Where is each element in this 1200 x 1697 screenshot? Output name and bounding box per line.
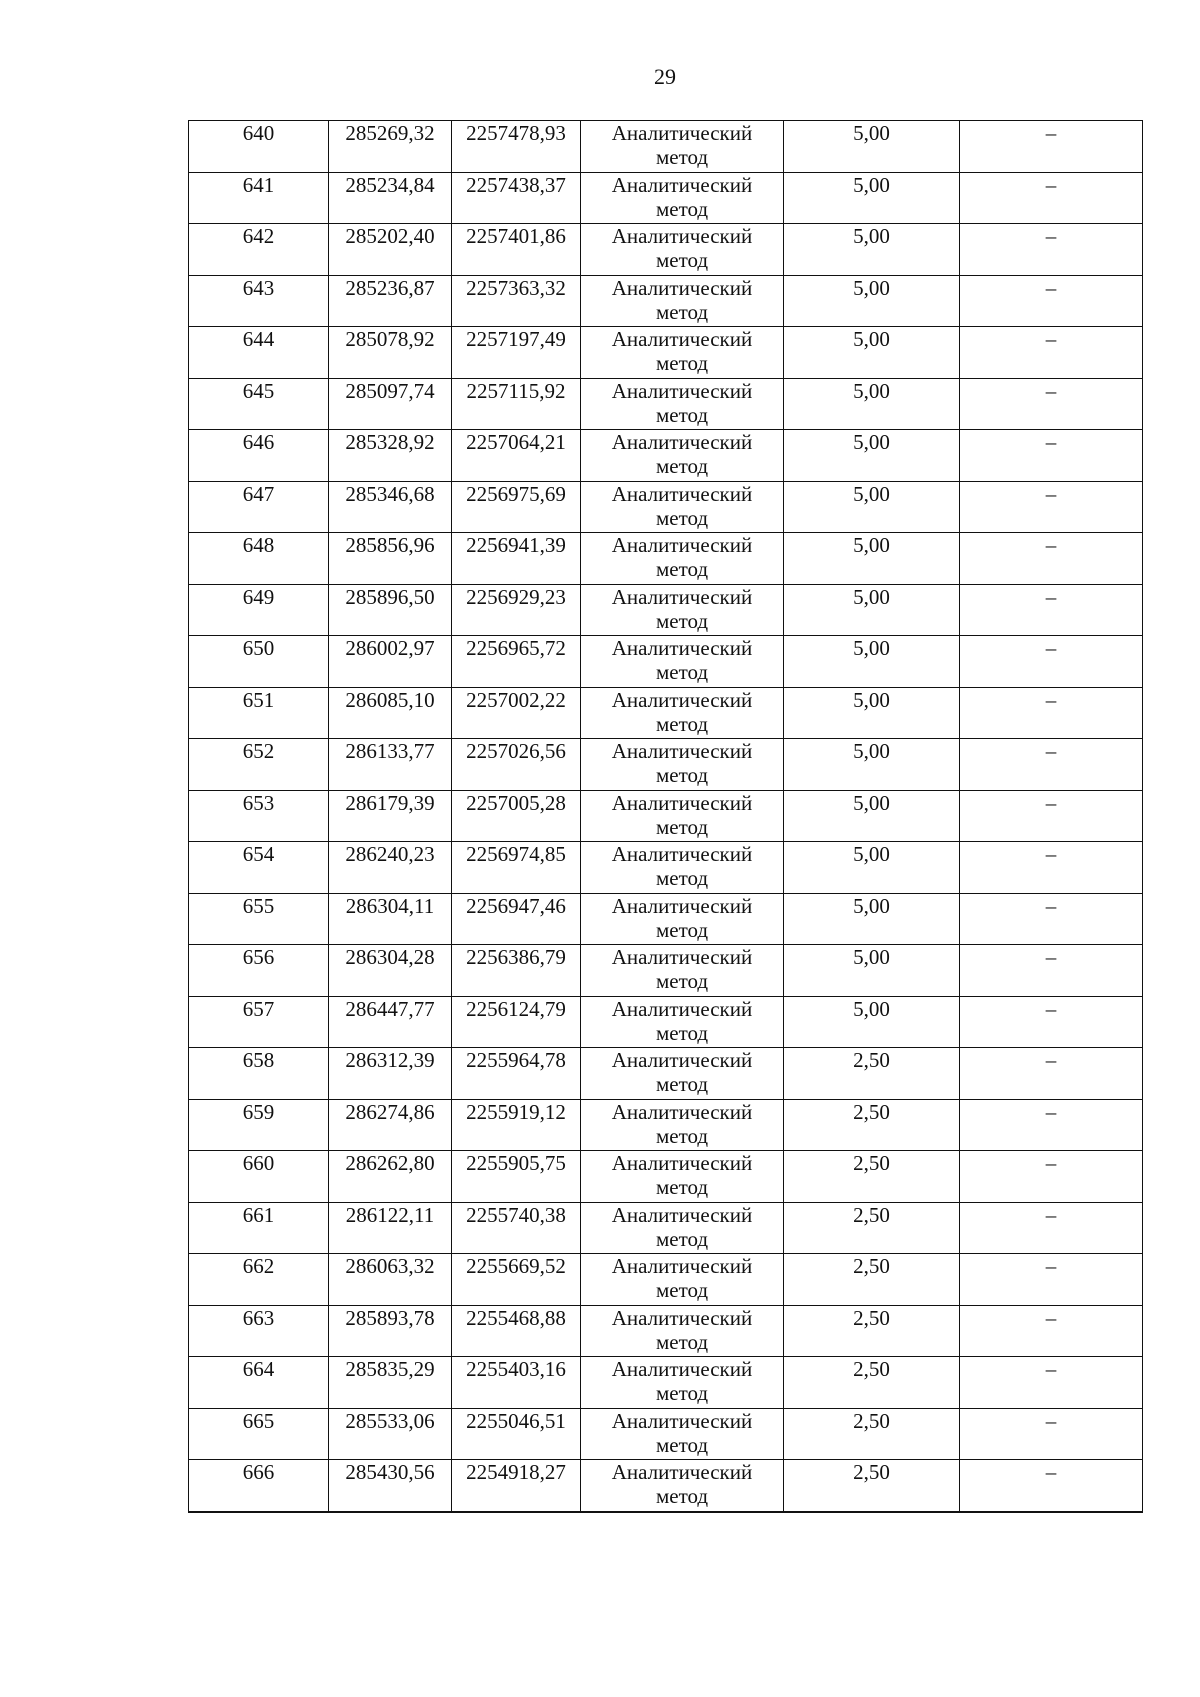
point-number-cell: 664 xyxy=(189,1357,329,1409)
table-row xyxy=(189,327,1143,379)
x-coordinate-cell: 285236,87 xyxy=(329,275,452,327)
method-cell xyxy=(581,327,784,379)
x-coordinate-cell: 286179,39 xyxy=(329,790,452,842)
note-cell: – xyxy=(960,275,1143,327)
table-row xyxy=(189,1151,1143,1203)
x-coordinate-cell: 285097,74 xyxy=(329,378,452,430)
method-label-line1: Аналитический xyxy=(611,1048,753,1072)
method-cell xyxy=(581,636,784,688)
method-cell xyxy=(581,1254,784,1306)
x-coordinate-cell: 285078,92 xyxy=(329,327,452,379)
point-number-cell: 655 xyxy=(189,893,329,945)
method-label-line1: Аналитический xyxy=(611,1202,753,1227)
y-coordinate-cell: 2254918,27 xyxy=(452,1460,581,1512)
x-coordinate-cell: 286447,77 xyxy=(329,996,452,1048)
y-coordinate-cell: 2255046,51 xyxy=(452,1408,581,1460)
y-coordinate-cell: 2257115,92 xyxy=(452,378,581,430)
accuracy-cell: 2,50 xyxy=(784,1305,960,1357)
method-label-line2: метод xyxy=(655,1226,709,1251)
method-label-line1: Аналитический xyxy=(611,121,753,145)
x-coordinate-cell: 286304,28 xyxy=(329,945,452,997)
method-label-line2: метод xyxy=(655,1123,709,1148)
y-coordinate-cell: 2257002,22 xyxy=(452,687,581,739)
method-cell xyxy=(581,121,784,173)
note-cell: – xyxy=(960,172,1143,224)
method-cell xyxy=(581,172,784,224)
method-label-line2: метод xyxy=(655,505,709,530)
table-row xyxy=(189,1202,1143,1254)
method-cell xyxy=(581,533,784,585)
method-label-line2: метод xyxy=(655,969,709,993)
y-coordinate-cell: 2255964,78 xyxy=(452,1048,581,1100)
method-cell xyxy=(581,893,784,945)
method-label-line2: метод xyxy=(655,351,709,375)
method-cell xyxy=(581,842,784,894)
point-number-cell: 659 xyxy=(189,1099,329,1151)
method-label-line2: метод xyxy=(655,1432,709,1457)
method-label-line2: метод xyxy=(655,196,709,221)
method-cell xyxy=(581,1305,784,1357)
method-cell xyxy=(581,378,784,430)
note-cell: – xyxy=(960,1408,1143,1460)
point-number-cell: 641 xyxy=(189,172,329,224)
table-row xyxy=(189,1460,1143,1512)
table-row xyxy=(189,842,1143,894)
point-number-cell: 642 xyxy=(189,224,329,276)
point-number-cell: 665 xyxy=(189,1408,329,1460)
table-row xyxy=(189,430,1143,482)
method-cell xyxy=(581,790,784,842)
accuracy-cell: 2,50 xyxy=(784,1254,960,1306)
method-cell xyxy=(581,430,784,482)
accuracy-cell: 5,00 xyxy=(784,790,960,842)
method-cell xyxy=(581,1048,784,1100)
accuracy-cell: 2,50 xyxy=(784,1048,960,1100)
method-cell xyxy=(581,584,784,636)
note-cell: – xyxy=(960,842,1143,894)
x-coordinate-cell: 286063,32 xyxy=(329,1254,452,1306)
note-cell: – xyxy=(960,224,1143,276)
table-row xyxy=(189,1099,1143,1151)
y-coordinate-cell: 2256941,39 xyxy=(452,533,581,585)
method-label-line2: метод xyxy=(655,1175,709,1199)
method-label-line2: метод xyxy=(655,866,709,890)
point-number-cell: 645 xyxy=(189,378,329,430)
method-label-line1: Аналитический xyxy=(611,430,753,454)
y-coordinate-cell: 2256965,72 xyxy=(452,636,581,688)
accuracy-cell: 2,50 xyxy=(784,1099,960,1151)
x-coordinate-cell: 285328,92 xyxy=(329,430,452,482)
method-label-line1: Аналитический xyxy=(611,842,753,866)
method-label-line2: метод xyxy=(655,1278,709,1302)
y-coordinate-cell: 2255669,52 xyxy=(452,1254,581,1306)
method-label-line1: Аналитический xyxy=(611,1151,753,1175)
table-row xyxy=(189,584,1143,636)
note-cell: – xyxy=(960,430,1143,482)
method-label-line1: Аналитический xyxy=(611,481,753,506)
note-cell: – xyxy=(960,636,1143,688)
method-cell xyxy=(581,996,784,1048)
table-row xyxy=(189,533,1143,585)
x-coordinate-cell: 285856,96 xyxy=(329,533,452,585)
method-label-line1: Аналитический xyxy=(611,996,753,1021)
table-row xyxy=(189,1048,1143,1100)
y-coordinate-cell: 2257478,93 xyxy=(452,121,581,173)
table-row xyxy=(189,481,1143,533)
table-row xyxy=(189,739,1143,791)
note-cell: – xyxy=(960,945,1143,997)
note-cell: – xyxy=(960,739,1143,791)
point-number-cell: 643 xyxy=(189,275,329,327)
table-row xyxy=(189,172,1143,224)
method-label-line1: Аналитический xyxy=(611,533,753,557)
table-row xyxy=(189,1408,1143,1460)
y-coordinate-cell: 2257438,37 xyxy=(452,172,581,224)
method-label-line2: метод xyxy=(655,248,709,272)
method-label-line2: метод xyxy=(655,608,709,633)
method-cell xyxy=(581,481,784,533)
accuracy-cell: 5,00 xyxy=(784,533,960,585)
method-cell xyxy=(581,1151,784,1203)
method-label-line1: Аналитический xyxy=(611,327,753,351)
method-cell xyxy=(581,275,784,327)
method-label-line1: Аналитический xyxy=(611,584,753,609)
table-row xyxy=(189,1357,1143,1409)
y-coordinate-cell: 2255740,38 xyxy=(452,1202,581,1254)
method-label-line2: метод xyxy=(655,660,709,684)
x-coordinate-cell: 286274,86 xyxy=(329,1099,452,1151)
method-cell xyxy=(581,1408,784,1460)
method-label-line1: Аналитический xyxy=(611,1099,753,1124)
accuracy-cell: 5,00 xyxy=(784,378,960,430)
y-coordinate-cell: 2255468,88 xyxy=(452,1305,581,1357)
accuracy-cell: 5,00 xyxy=(784,121,960,173)
note-cell: – xyxy=(960,378,1143,430)
method-label-line2: метод xyxy=(655,1020,709,1045)
x-coordinate-cell: 285346,68 xyxy=(329,481,452,533)
x-coordinate-cell: 285269,32 xyxy=(329,121,452,173)
y-coordinate-cell: 2255905,75 xyxy=(452,1151,581,1203)
note-cell: – xyxy=(960,1460,1143,1512)
y-coordinate-cell: 2257197,49 xyxy=(452,327,581,379)
table-row xyxy=(189,996,1143,1048)
method-label-line1: Аналитический xyxy=(611,275,753,300)
x-coordinate-cell: 286002,97 xyxy=(329,636,452,688)
accuracy-cell: 5,00 xyxy=(784,636,960,688)
method-label-line1: Аналитический xyxy=(611,1460,753,1484)
note-cell: – xyxy=(960,121,1143,173)
point-number-cell: 652 xyxy=(189,739,329,791)
note-cell: – xyxy=(960,1151,1143,1203)
x-coordinate-cell: 285202,40 xyxy=(329,224,452,276)
method-label-line1: Аналитический xyxy=(611,1305,753,1330)
method-cell xyxy=(581,224,784,276)
y-coordinate-cell: 2256975,69 xyxy=(452,481,581,533)
method-label-line1: Аналитический xyxy=(611,790,753,815)
method-label-line2: метод xyxy=(655,299,709,324)
y-coordinate-cell: 2256929,23 xyxy=(452,584,581,636)
accuracy-cell: 5,00 xyxy=(784,945,960,997)
accuracy-cell: 5,00 xyxy=(784,172,960,224)
note-cell: – xyxy=(960,1099,1143,1151)
x-coordinate-cell: 285893,78 xyxy=(329,1305,452,1357)
method-label-line2: метод xyxy=(655,454,709,478)
point-number-cell: 663 xyxy=(189,1305,329,1357)
point-number-cell: 649 xyxy=(189,584,329,636)
note-cell: – xyxy=(960,327,1143,379)
method-cell xyxy=(581,687,784,739)
point-number-cell: 656 xyxy=(189,945,329,997)
method-label-line1: Аналитический xyxy=(611,378,753,403)
point-number-cell: 666 xyxy=(189,1460,329,1512)
method-label-line2: метод xyxy=(655,917,709,942)
method-label-line2: метод xyxy=(655,711,709,736)
method-cell xyxy=(581,739,784,791)
note-cell: – xyxy=(960,1305,1143,1357)
point-number-cell: 660 xyxy=(189,1151,329,1203)
x-coordinate-cell: 286304,11 xyxy=(329,893,452,945)
method-label-line1: Аналитический xyxy=(611,687,753,712)
accuracy-cell: 2,50 xyxy=(784,1408,960,1460)
method-label-line2: метод xyxy=(655,1484,709,1508)
y-coordinate-cell: 2255919,12 xyxy=(452,1099,581,1151)
x-coordinate-cell: 285835,29 xyxy=(329,1357,452,1409)
accuracy-cell: 5,00 xyxy=(784,584,960,636)
note-cell: – xyxy=(960,1048,1143,1100)
method-label-line2: метод xyxy=(655,145,709,169)
table-row xyxy=(189,687,1143,739)
y-coordinate-cell: 2256974,85 xyxy=(452,842,581,894)
accuracy-cell: 2,50 xyxy=(784,1357,960,1409)
x-coordinate-cell: 285533,06 xyxy=(329,1408,452,1460)
method-label-line1: Аналитический xyxy=(611,739,753,763)
page-number: 29 xyxy=(654,64,676,89)
note-cell: – xyxy=(960,1357,1143,1409)
table-row xyxy=(189,1305,1143,1357)
table-row xyxy=(189,893,1143,945)
method-label-line1: Аналитический xyxy=(611,172,753,197)
method-cell xyxy=(581,1357,784,1409)
y-coordinate-cell: 2257005,28 xyxy=(452,790,581,842)
method-cell xyxy=(581,1202,784,1254)
note-cell: – xyxy=(960,790,1143,842)
method-cell xyxy=(581,1460,784,1512)
accuracy-cell: 2,50 xyxy=(784,1202,960,1254)
x-coordinate-cell: 286240,23 xyxy=(329,842,452,894)
y-coordinate-cell: 2255403,16 xyxy=(452,1357,581,1409)
point-number-cell: 646 xyxy=(189,430,329,482)
method-label-line2: метод xyxy=(655,763,709,787)
point-number-cell: 654 xyxy=(189,842,329,894)
note-cell: – xyxy=(960,687,1143,739)
accuracy-cell: 5,00 xyxy=(784,430,960,482)
accuracy-cell: 5,00 xyxy=(784,481,960,533)
method-label-line2: метод xyxy=(655,402,709,427)
x-coordinate-cell: 286122,11 xyxy=(329,1202,452,1254)
method-label-line2: метод xyxy=(655,1072,709,1096)
method-label-line1: Аналитический xyxy=(611,224,753,248)
accuracy-cell: 5,00 xyxy=(784,327,960,379)
accuracy-cell: 5,00 xyxy=(784,687,960,739)
point-number-cell: 651 xyxy=(189,687,329,739)
method-label-line2: метод xyxy=(655,557,709,581)
method-label-line1: Аналитический xyxy=(611,1357,753,1381)
point-number-cell: 658 xyxy=(189,1048,329,1100)
y-coordinate-cell: 2257026,56 xyxy=(452,739,581,791)
x-coordinate-cell: 285430,56 xyxy=(329,1460,452,1512)
table-row xyxy=(189,378,1143,430)
method-label-line2: метод xyxy=(655,1329,709,1354)
point-number-cell: 657 xyxy=(189,996,329,1048)
point-number-cell: 653 xyxy=(189,790,329,842)
table-row xyxy=(189,121,1143,173)
note-cell: – xyxy=(960,533,1143,585)
x-coordinate-cell: 285234,84 xyxy=(329,172,452,224)
point-number-cell: 662 xyxy=(189,1254,329,1306)
method-label-line2: метод xyxy=(655,814,709,839)
y-coordinate-cell: 2257401,86 xyxy=(452,224,581,276)
y-coordinate-cell: 2257064,21 xyxy=(452,430,581,482)
note-cell: – xyxy=(960,996,1143,1048)
table-row xyxy=(189,1254,1143,1306)
note-cell: – xyxy=(960,893,1143,945)
method-label-line1: Аналитический xyxy=(611,1254,753,1278)
method-label-line1: Аналитический xyxy=(611,1408,753,1433)
point-number-cell: 661 xyxy=(189,1202,329,1254)
point-number-cell: 647 xyxy=(189,481,329,533)
x-coordinate-cell: 286312,39 xyxy=(329,1048,452,1100)
table-row xyxy=(189,790,1143,842)
y-coordinate-cell: 2256124,79 xyxy=(452,996,581,1048)
method-label-line1: Аналитический xyxy=(611,893,753,918)
y-coordinate-cell: 2256386,79 xyxy=(452,945,581,997)
accuracy-cell: 2,50 xyxy=(784,1151,960,1203)
x-coordinate-cell: 285896,50 xyxy=(329,584,452,636)
point-number-cell: 648 xyxy=(189,533,329,585)
x-coordinate-cell: 286133,77 xyxy=(329,739,452,791)
y-coordinate-cell: 2257363,32 xyxy=(452,275,581,327)
point-number-cell: 640 xyxy=(189,121,329,173)
point-number-cell: 650 xyxy=(189,636,329,688)
accuracy-cell: 5,00 xyxy=(784,842,960,894)
method-label-line1: Аналитический xyxy=(611,636,753,660)
table-row xyxy=(189,945,1143,997)
accuracy-cell: 5,00 xyxy=(784,739,960,791)
coordinates-table xyxy=(188,120,1143,1513)
note-cell: – xyxy=(960,584,1143,636)
note-cell: – xyxy=(960,1202,1143,1254)
accuracy-cell: 5,00 xyxy=(784,224,960,276)
method-cell xyxy=(581,945,784,997)
note-cell: – xyxy=(960,1254,1143,1306)
accuracy-cell: 5,00 xyxy=(784,893,960,945)
x-coordinate-cell: 286085,10 xyxy=(329,687,452,739)
point-number-cell: 644 xyxy=(189,327,329,379)
coordinates-table-body xyxy=(189,121,1143,1512)
table-row xyxy=(189,224,1143,276)
method-label-line2: метод xyxy=(655,1381,709,1405)
method-label-line1: Аналитический xyxy=(611,945,753,969)
accuracy-cell: 2,50 xyxy=(784,1460,960,1512)
y-coordinate-cell: 2256947,46 xyxy=(452,893,581,945)
accuracy-cell: 5,00 xyxy=(784,996,960,1048)
method-cell xyxy=(581,1099,784,1151)
x-coordinate-cell: 286262,80 xyxy=(329,1151,452,1203)
note-cell: – xyxy=(960,481,1143,533)
table-row xyxy=(189,275,1143,327)
table-row xyxy=(189,636,1143,688)
accuracy-cell: 5,00 xyxy=(784,275,960,327)
